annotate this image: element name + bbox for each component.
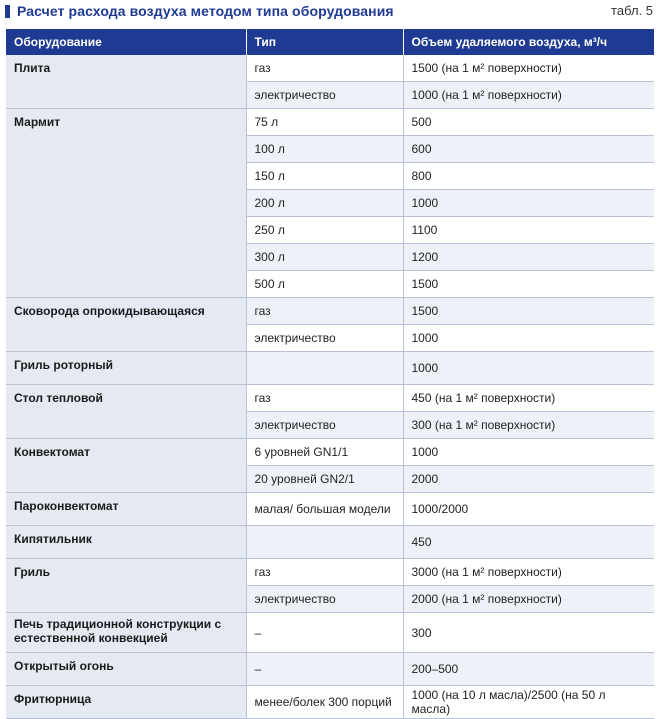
- table-title: Расчет расхода воздуха методом типа оборудования: [17, 3, 394, 19]
- volume-cell: 3000 (на 1 м² поверхности): [403, 559, 654, 586]
- type-cell: электричество: [246, 325, 403, 352]
- volume-cell: 1200: [403, 244, 654, 271]
- title-group: [5, 3, 394, 19]
- equipment-cell: Печь традиционной конструкции с естественной конвекцией: [6, 613, 246, 653]
- table-row: [6, 352, 654, 385]
- table-header: [0, 0, 659, 26]
- type-cell: газ: [246, 55, 403, 82]
- air-consumption-table: [6, 29, 654, 719]
- volume-cell: 600: [403, 136, 654, 163]
- type-cell: 75 л: [246, 109, 403, 136]
- type-cell: 6 уровней GN1/1: [246, 439, 403, 466]
- volume-cell: 200–500: [403, 653, 654, 686]
- type-cell: электричество: [246, 82, 403, 109]
- table-number: табл. 5: [611, 3, 653, 18]
- equipment-cell: Фритюрница: [6, 686, 246, 719]
- volume-cell: 800: [403, 163, 654, 190]
- type-cell: газ: [246, 559, 403, 586]
- table-row: [6, 493, 654, 526]
- col-header-equipment: Оборудование: [6, 29, 246, 55]
- type-cell: электричество: [246, 412, 403, 439]
- volume-cell: 1000/2000: [403, 493, 654, 526]
- volume-cell: 1000 (на 1 м² поверхности): [403, 82, 654, 109]
- table-row: [6, 686, 654, 719]
- type-cell: [246, 526, 403, 559]
- type-cell: 150 л: [246, 163, 403, 190]
- type-cell: газ: [246, 385, 403, 412]
- equipment-cell: Конвектомат: [6, 439, 246, 493]
- volume-cell: 1100: [403, 217, 654, 244]
- volume-cell: 1500: [403, 298, 654, 325]
- type-cell: –: [246, 613, 403, 653]
- equipment-cell: Стол тепловой: [6, 385, 246, 439]
- type-cell: 250 л: [246, 217, 403, 244]
- title-marker-icon: [5, 5, 10, 18]
- table-row: [6, 526, 654, 559]
- equipment-cell: Открытый огонь: [6, 653, 246, 686]
- type-cell: [246, 352, 403, 385]
- equipment-cell: Пароконвектомат: [6, 493, 246, 526]
- type-cell: газ: [246, 298, 403, 325]
- volume-cell: 1000: [403, 325, 654, 352]
- type-cell: малая/ большая модели: [246, 493, 403, 526]
- volume-cell: 2000: [403, 466, 654, 493]
- equipment-cell: Гриль роторный: [6, 352, 246, 385]
- col-header-volume: Объем удаляемого воздуха, м³/ч: [403, 29, 654, 55]
- table-row: [6, 613, 654, 653]
- volume-cell: 450: [403, 526, 654, 559]
- table-row: [6, 653, 654, 686]
- volume-cell: 300 (на 1 м² поверхности): [403, 412, 654, 439]
- type-cell: 20 уровней GN2/1: [246, 466, 403, 493]
- volume-cell: 1500: [403, 271, 654, 298]
- equipment-cell: Плита: [6, 55, 246, 109]
- table-row: [6, 55, 654, 82]
- type-cell: 500 л: [246, 271, 403, 298]
- table-row: [6, 559, 654, 586]
- equipment-cell: Сковорода опрокидывающаяся: [6, 298, 246, 352]
- volume-cell: 450 (на 1 м² поверхности): [403, 385, 654, 412]
- volume-cell: 1000: [403, 352, 654, 385]
- type-cell: 300 л: [246, 244, 403, 271]
- header-row: [6, 29, 654, 55]
- volume-cell: 1000 (на 10 л масла)/2500 (на 50 л масла): [403, 686, 654, 719]
- table-body: [6, 55, 654, 719]
- equipment-cell: Кипятильник: [6, 526, 246, 559]
- type-cell: электричество: [246, 586, 403, 613]
- table-row: [6, 439, 654, 466]
- volume-cell: 1500 (на 1 м² поверхности): [403, 55, 654, 82]
- volume-cell: 2000 (на 1 м² поверхности): [403, 586, 654, 613]
- volume-cell: 300: [403, 613, 654, 653]
- type-cell: 200 л: [246, 190, 403, 217]
- table-row: [6, 298, 654, 325]
- volume-cell: 1000: [403, 439, 654, 466]
- table-row: [6, 385, 654, 412]
- volume-cell: 1000: [403, 190, 654, 217]
- type-cell: менее/болек 300 порций: [246, 686, 403, 719]
- equipment-cell: Гриль: [6, 559, 246, 613]
- type-cell: –: [246, 653, 403, 686]
- table-row: [6, 109, 654, 136]
- volume-cell: 500: [403, 109, 654, 136]
- col-header-type: Тип: [246, 29, 403, 55]
- equipment-cell: Мармит: [6, 109, 246, 298]
- type-cell: 100 л: [246, 136, 403, 163]
